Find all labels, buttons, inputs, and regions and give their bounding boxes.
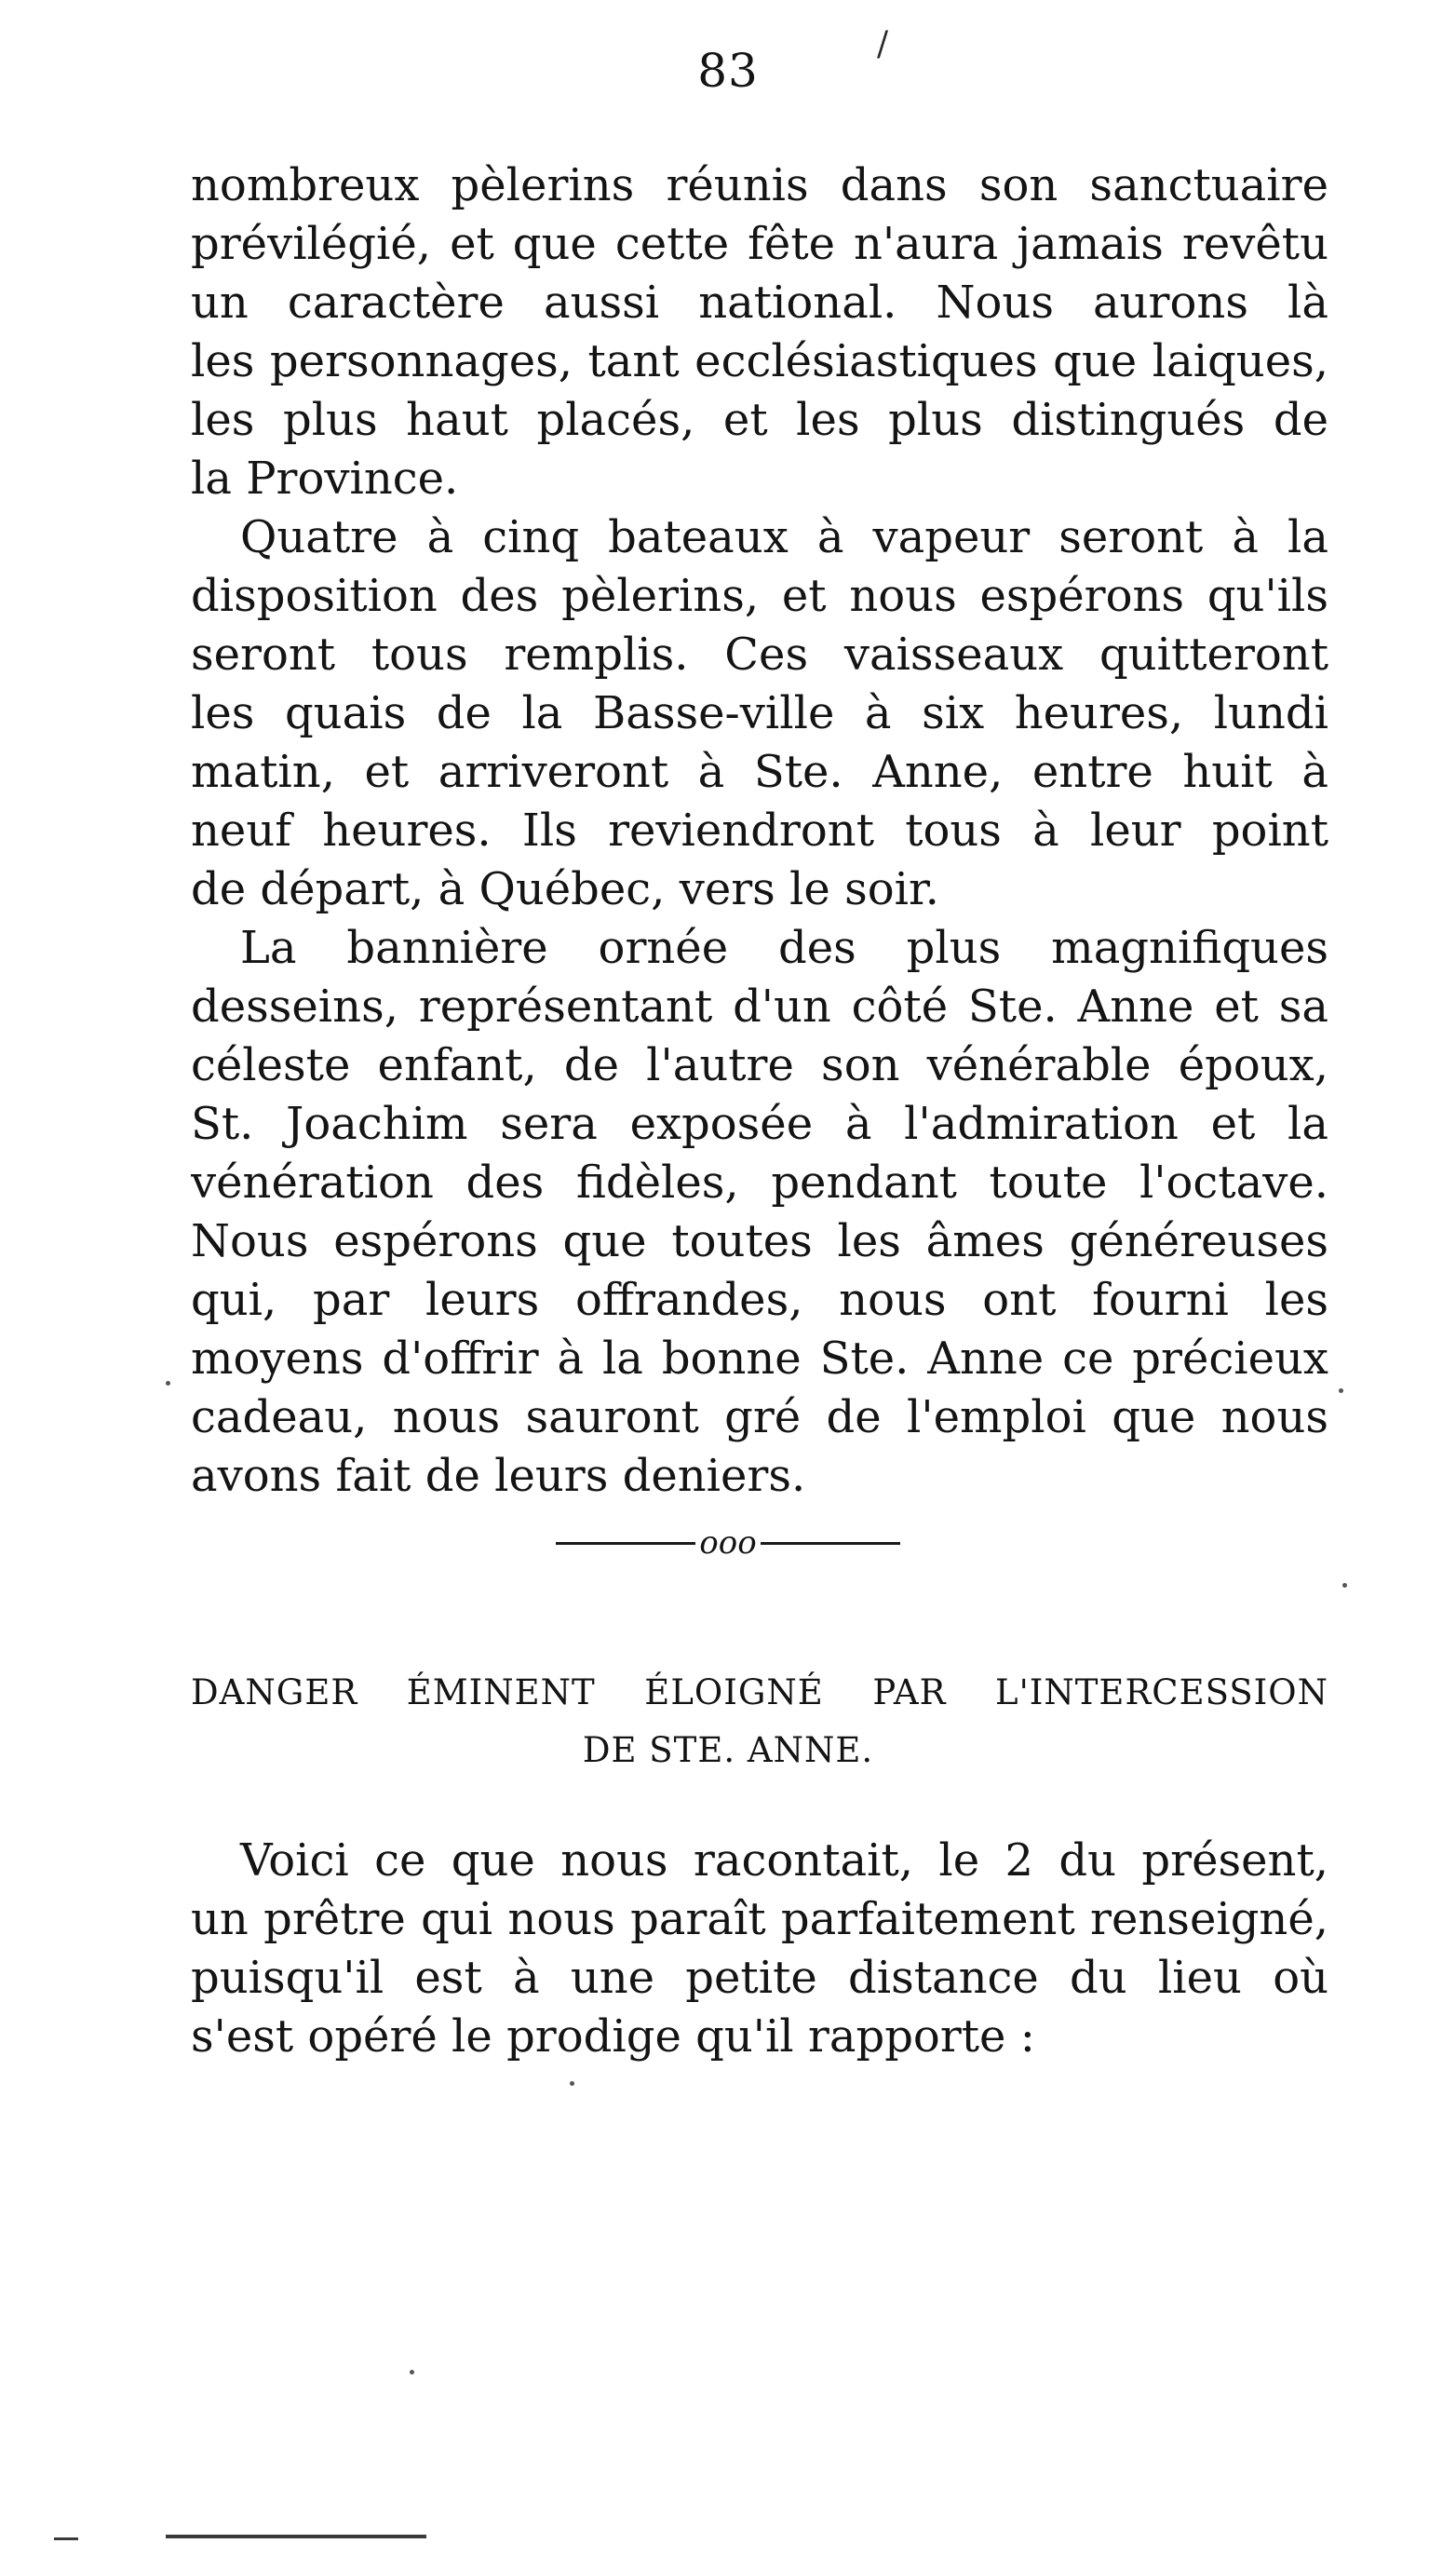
text-line: Quatre à cinq bateaux à vapeur seront à la: [240, 511, 1328, 563]
body-text-bottom: [191, 1832, 1328, 2066]
page-number: 83: [697, 44, 759, 98]
text-line: seront tous remplis. Ces vaisseaux quitteront: [191, 629, 1328, 681]
scan-speck: [1339, 1388, 1343, 1393]
separator-ornament: ooo: [699, 1524, 757, 1562]
scan-artifact-rule: [166, 2535, 426, 2538]
text-line: matin, et arriveront à Ste. Anne, entre huit à: [191, 746, 1328, 798]
heading-text: DANGER ÉMINENT ÉLOIGNÉ PAR L'INTERCESSION: [191, 1672, 1328, 1712]
text-line: Nous espérons que toutes les âmes généreuses: [191, 1215, 1328, 1267]
scan-speck: [1342, 1583, 1347, 1588]
scan-speck: [166, 1381, 170, 1386]
text-line: avons fait de leurs deniers.: [191, 1450, 806, 1502]
text-line: cadeau, nous sauront gré de l'emploi que nous: [191, 1391, 1328, 1443]
text-line: un caractère aussi national. Nous aurons là: [191, 277, 1328, 329]
section-heading-line-1: [191, 1667, 1328, 1719]
scan-artifact-dash: [54, 2537, 78, 2540]
separator-rule-right: [761, 1542, 900, 1545]
text-line: vénération des fidèles, pendant toute l'octave.: [191, 1157, 1328, 1209]
text-line: moyens d'offrir à la bonne Ste. Anne ce précieux: [191, 1333, 1328, 1385]
text-line: un prêtre qui nous paraît parfaitement renseigné,: [191, 1893, 1328, 1945]
text-line: les quais de la Basse-ville à six heures, lundi: [191, 687, 1328, 739]
text-line: les personnages, tant ecclésiastiques que laiques,: [191, 335, 1328, 387]
text-line: la Province.: [191, 453, 459, 505]
text-line: de départ, à Québec, vers le soir.: [191, 863, 939, 915]
scan-speck: [570, 2081, 574, 2086]
section-heading-line-2: DE STE. ANNE.: [582, 1730, 874, 1770]
text-line: qui, par leurs offrandes, nous ont fourni les: [191, 1274, 1328, 1326]
text-line: neuf heures. Ils reviendront tous à leur point: [191, 805, 1328, 857]
separator-rule-left: [556, 1542, 695, 1545]
text-line: desseins, représentant d'un côté Ste. Anne et sa: [191, 981, 1328, 1033]
text-line: St. Joachim sera exposée à l'admiration et la: [191, 1098, 1328, 1150]
scan-speck: [410, 2370, 414, 2374]
text-line: nombreux pèlerins réunis dans son sanctuaire: [191, 159, 1328, 211]
text-line: céleste enfant, de l'autre son vénérable époux,: [191, 1039, 1328, 1091]
text-line: disposition des pèlerins, et nous espérons qu'ils: [191, 570, 1328, 622]
body-text-top: [191, 156, 1328, 1506]
text-line: les plus haut placés, et les plus distingués de: [191, 394, 1328, 446]
corner-pencil-mark: /: [877, 25, 889, 63]
text-line: La bannière ornée des plus magnifiques: [240, 922, 1328, 974]
text-line: Voici ce que nous racontait, le 2 du présent,: [240, 1834, 1328, 1887]
text-line: puisqu'il est à une petite distance du lieu où: [191, 1952, 1328, 2004]
section-separator: [0, 1521, 1456, 1563]
text-line: prévilégié, et que cette fête n'aura jamais revêtu: [191, 218, 1328, 270]
text-line: s'est opéré le prodige qu'il rapporte :: [191, 2010, 1035, 2063]
